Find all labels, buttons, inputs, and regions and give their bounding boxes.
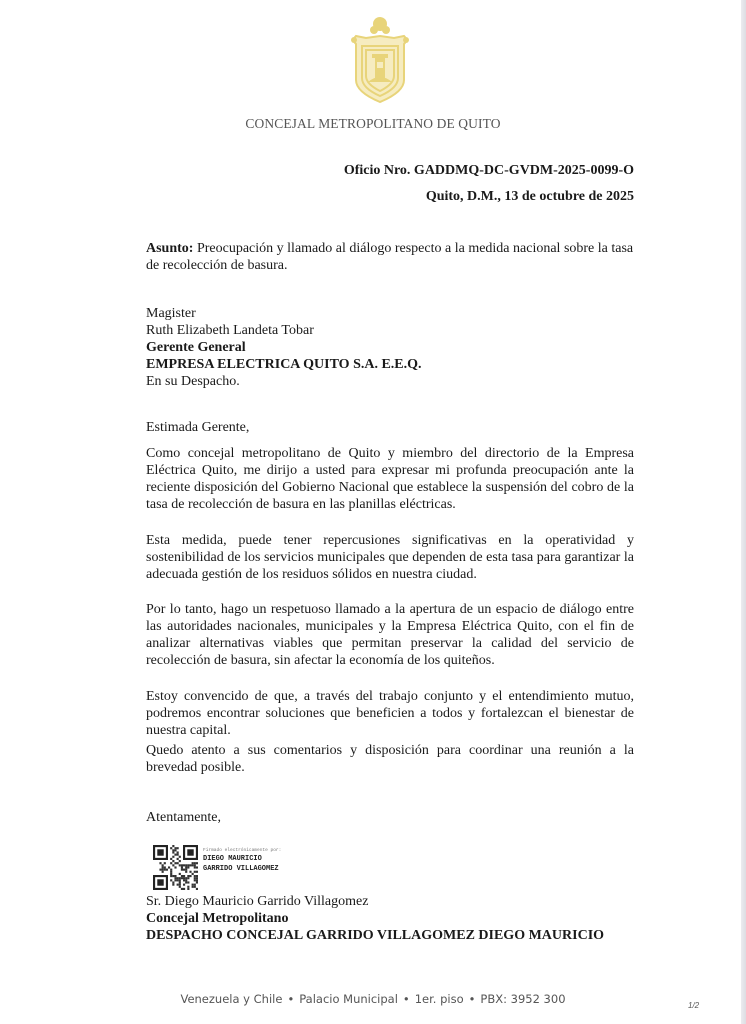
letter-date: Quito, D.M., 13 de octubre de 2025 — [425, 189, 634, 204]
recipient-block — [146, 305, 422, 390]
signed-name-line2: GARRIDO VILLAGOMEZ — [203, 865, 279, 873]
body-paragraph: Por lo tanto, hago un respetuoso llamado a la apertura de un espacio de diálogo entre las autoridades nacionales, municipales y la Empresa Eléctrica Quito, con el fin de analizar alternativas viables que permitan preservar la calidad del servicio de recolección de basura, sin afectar la economía de los quiteños. — [146, 602, 634, 668]
body-paragraph: Estoy convencido de que, a través del trabajo conjunto y el entendimiento mutuo, podremos encontrar soluciones que beneficien a todos y fortalezcan el bienestar de nuestra capital. — [146, 689, 634, 738]
page-edge — [741, 0, 746, 1024]
signer-title: Concejal Metropolitano — [146, 911, 289, 926]
footer-separator: • — [287, 992, 295, 1006]
footer-item: PBX: 3952 300 — [480, 992, 566, 1006]
body-paragraph: Como concejal metropolitano de Quito y miembro del directorio de la Empresa Eléctrica Quito, me dirijo a usted para expresar mi profunda preocupación ante la reciente disposición del Gobierno Nacional que establece la suspensión del cobro de la tasa de recolección de basura en las planillas eléctricas. — [146, 446, 634, 512]
footer-address — [0, 992, 746, 1006]
quito-coat-of-arms-icon — [346, 14, 414, 106]
body-paragraph: Quedo atento a sus comentarios y disposición para coordinar una reunión a la brevedad posible. — [146, 743, 634, 775]
footer-separator: • — [468, 992, 476, 1006]
footer-separator: • — [402, 992, 410, 1006]
oficio-number: Oficio Nro. GADDMQ-DC-GVDM-2025-0099-O — [343, 163, 634, 178]
greeting: Estimada Gerente, — [146, 420, 250, 435]
subject-label: Asunto: — [146, 241, 194, 256]
signer-office: DESPACHO CONCEJAL GARRIDO VILLAGOMEZ DIEGO MAURICIO — [146, 928, 605, 943]
organization-name: CONCEJAL METROPOLITANO DE QUITO — [245, 116, 501, 131]
recipient-despacho: En su Despacho. — [146, 374, 240, 389]
subject — [146, 240, 634, 274]
recipient-title: Magister — [146, 306, 196, 321]
signed-label: Firmado electrónicamente por: — [203, 848, 282, 853]
footer-item: Venezuela y Chile — [180, 992, 283, 1006]
signer-name: Sr. Diego Mauricio Garrido Villagomez — [146, 894, 369, 909]
footer-item: Palacio Municipal — [299, 992, 398, 1006]
electronic-signature-stamp — [203, 848, 281, 874]
page-number: 1/2 — [688, 1001, 700, 1010]
footer-item: 1er. piso — [414, 992, 464, 1006]
recipient-name: Ruth Elizabeth Landeta Tobar — [146, 323, 314, 338]
recipient-company: EMPRESA ELECTRICA QUITO S.A. E.E.Q. — [146, 357, 422, 372]
signer-block — [146, 893, 604, 944]
body-paragraph: Esta medida, puede tener repercusiones significativas en la operatividad y sostenibilidad de los servicios municipales que dependen de esta tasa para garantizar la adecuada gestión de los residuos sólidos en nuestra ciudad. — [146, 533, 634, 582]
subject-text: Preocupación y llamado al diálogo respecto a la medida nacional sobre la tasa de recolección de basura. — [146, 241, 634, 273]
qr-code-icon[interactable] — [153, 845, 198, 890]
recipient-position: Gerente General — [146, 340, 246, 355]
signed-name-line1: DIEGO MAURICIO — [203, 855, 262, 863]
closing: Atentamente, — [146, 810, 222, 825]
